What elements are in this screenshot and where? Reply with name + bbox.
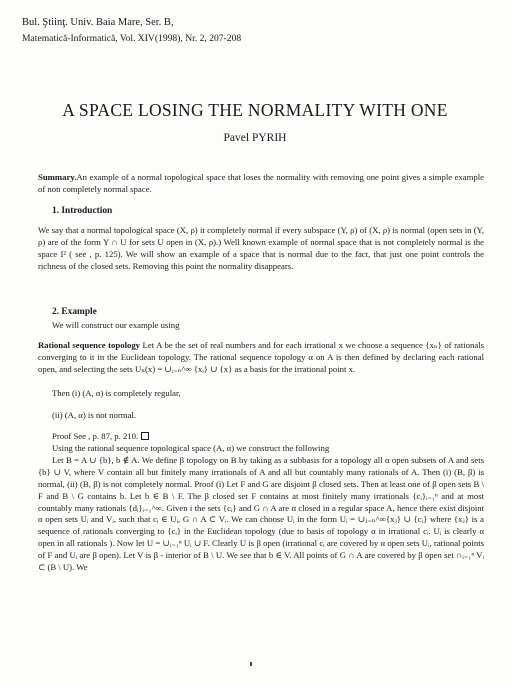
summary-lead: Summary. — [38, 172, 77, 182]
section-1-paragraph — [38, 225, 484, 273]
section-2-intro: We will construct our example using — [52, 320, 180, 330]
construction-paragraph — [38, 443, 484, 574]
summary-text: An example of a normal topological space that loses the normality with removing one point gives a simple example of non completely normal space. — [38, 172, 484, 194]
claim-ii: (ii) (A, α) is not normal. — [52, 410, 136, 420]
construction-text: Let B = A ∪ {b}, b ∉ A. We define β topology on B by taking as a subbasis for a topology all α open subsets of A and sets {b} ∪ V, where V contain all but finitely many irrationals of A and all but countably many rationals of A. Then (i) (B, β) is normal, (ii) (B, β) is not completely normal. Proof (i) Let F and G are disjoint β closed sets. Then at least one of β open sets B \ F and B \ G contains b. Let b ∈ B \ F. The β closed set F contains at most finitely many irrationals {cᵢ}ᵢ₌₁ⁿ and at most countably many rationals {dᵢ}ᵢ₌₁^∞. Given i the sets {cᵢ} and G ∩ A are α closed in a regular space A, hence there exist disjoint α open sets Uᵢ and Vᵢ, such that cᵢ ∈ Uᵢ, G ∩ A ⊂ Vᵢ. We can choose Uᵢ in the form Uᵢ = ∪ⱼ₌ₙ^∞{xⱼ} ∪ {cᵢ} where {xⱼ} is a sequence of rationals converging to {cᵢ} in the Euclidean topology (due to basis of topology α in irrational cᵢ. Uᵢ is clearly α open in all rationals ). Now let U = ∪ᵢ₌₁ⁿ Uᵢ ∪ F. Clearly U is β open (irrational cᵢ are covered by α open sets Uᵢ, rational points of F and Uᵢ are β open). Let V is β - interior of B \ U. We see that b ∈ V. All points of G ∩ A are covered by β open set ∩ᵢ₌₁ⁿ Vᵢ ⊂ (B \ U). We — [38, 454, 484, 573]
claim-i: Then (i) (A, α) is completely regular, — [52, 388, 181, 398]
rst-text: Let A be the set of real numbers and for each irrational x we choose a sequence {xₙ} of rationals converging to it in the Euclidean topology. The rational sequence topology α on A is then defined by declaring each rational open, and selecting the sets Uₙ(x) = ∪ᵢ₌ₙ^∞ {xᵢ} ∪ {x} as a basis for the irrational point x. — [38, 340, 484, 374]
paper-title: A SPACE LOSING THE NORMALITY WITH ONE — [62, 100, 448, 120]
page-mark — [250, 662, 252, 666]
section-1-text: We say that a normal topological space (X, ρ) it completely normal if every subspace (Y, ρ) of (X, ρ) is normal (open sets in (Y, ρ) are of the form Y ∩ U for sets U open in (X, ρ).) Well known example of normal space that is not completely normal is the space I² ( see , p. 125). We will show an example of a space that is normal due to the fact, that just one point controls the richness of the closed sets. Removing this point the normality disappears. — [38, 225, 484, 271]
section-2-heading: 2. Example — [52, 307, 97, 317]
section-1-heading: 1. Introduction — [52, 206, 113, 216]
qed-square-icon — [141, 432, 149, 440]
journal-header-line-1: Bul. Ştiinţ. Univ. Baia Mare, Ser. B, — [22, 17, 174, 28]
proof-reference — [52, 431, 149, 441]
using-text: Using the rational sequence topological space (A, α) we construct the following — [52, 443, 330, 453]
journal-header-line-2: Matematică-Informatică, Vol. XIV(1998), Nr. 2, 207-208 — [22, 33, 242, 44]
paper-author: Pavel PYRIH — [223, 132, 287, 144]
summary-paragraph — [38, 172, 484, 196]
rational-sequence-topology-paragraph — [38, 340, 484, 376]
proof-text: Proof See , p. 87, p. 210. — [52, 431, 139, 441]
rst-lead: Rational sequence topology — [38, 340, 141, 350]
